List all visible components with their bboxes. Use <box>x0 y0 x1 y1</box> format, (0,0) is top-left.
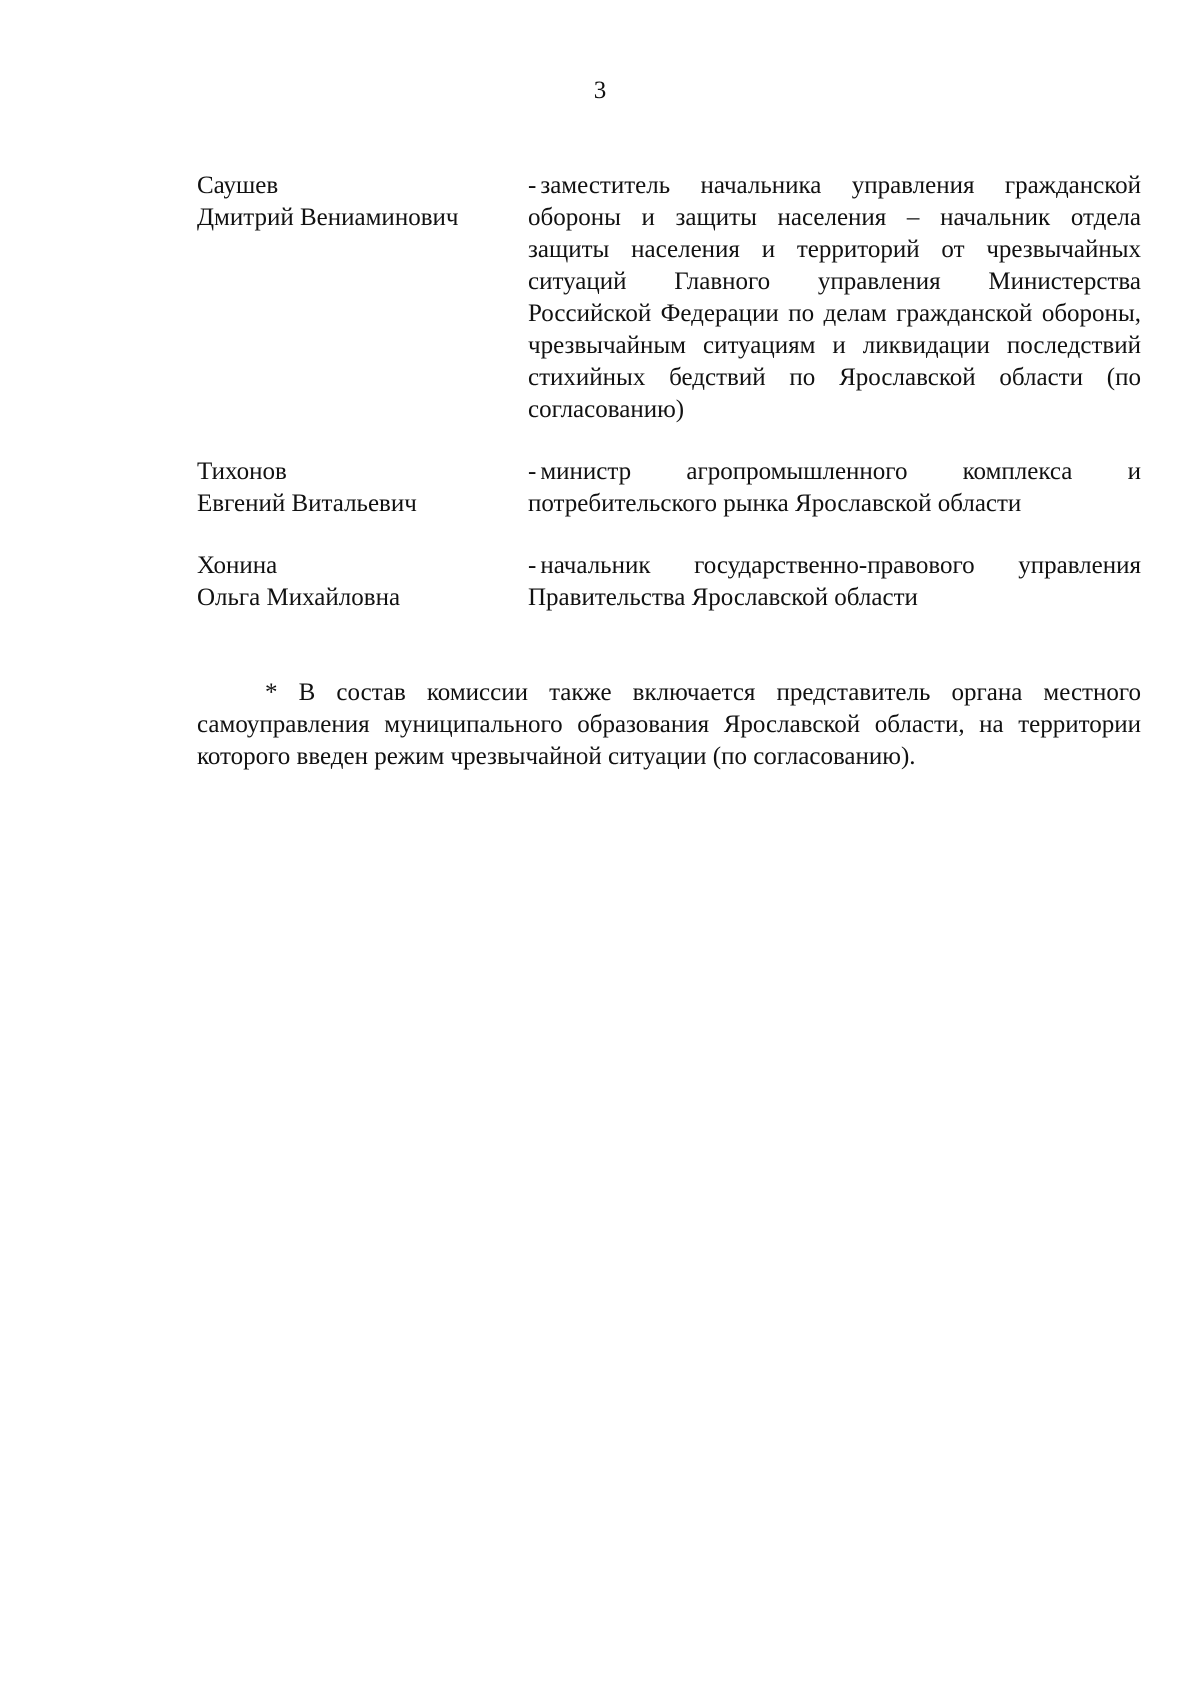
role-dash: - <box>528 552 537 579</box>
member-role <box>528 170 1141 426</box>
page-number: 3 <box>593 77 607 104</box>
member-role-text: заместитель начальника управления гражданской обороны и защиты населения – начальник отдела защиты населения и территорий от чрезвычайных ситуаций Главного управления Министерства Российской Федерации по делам гражданской обороны, чрезвычайным ситуациям и ликвидации последствий стихийных бедствий по Ярославской области (по согласованию) <box>528 172 1141 423</box>
member-role <box>528 456 1141 520</box>
member-role-text: министр агропромышленного комплекса и потребительского рынка Ярославской области <box>528 458 1141 517</box>
member-given-names: Ольга Михайловна <box>197 584 401 611</box>
member-name <box>197 550 528 614</box>
member-role-text: начальник государственно-правового управления Правительства Ярославской области <box>528 552 1141 611</box>
member-role <box>528 550 1141 614</box>
footnote: * В состав комиссии также включается представитель органа местного самоуправления муниципального образования Ярославской области, на территории которого введен режим чрезвычайной ситуации (по согласованию). <box>197 679 1141 770</box>
member-entry-tikhonov <box>197 456 1141 520</box>
commission-members-list <box>197 170 1141 644</box>
role-dash: - <box>528 458 537 485</box>
member-surname: Хонина <box>197 552 278 579</box>
member-entry-khonina <box>197 550 1141 614</box>
member-given-names: Евгений Витальевич <box>197 490 417 517</box>
member-surname: Тихонов <box>197 458 287 485</box>
member-surname: Саушев <box>197 172 279 199</box>
member-entry-saushev <box>197 170 1141 426</box>
member-name <box>197 170 528 426</box>
role-dash: - <box>528 172 537 199</box>
member-given-names: Дмитрий Вениаминович <box>197 204 459 231</box>
member-name <box>197 456 528 520</box>
